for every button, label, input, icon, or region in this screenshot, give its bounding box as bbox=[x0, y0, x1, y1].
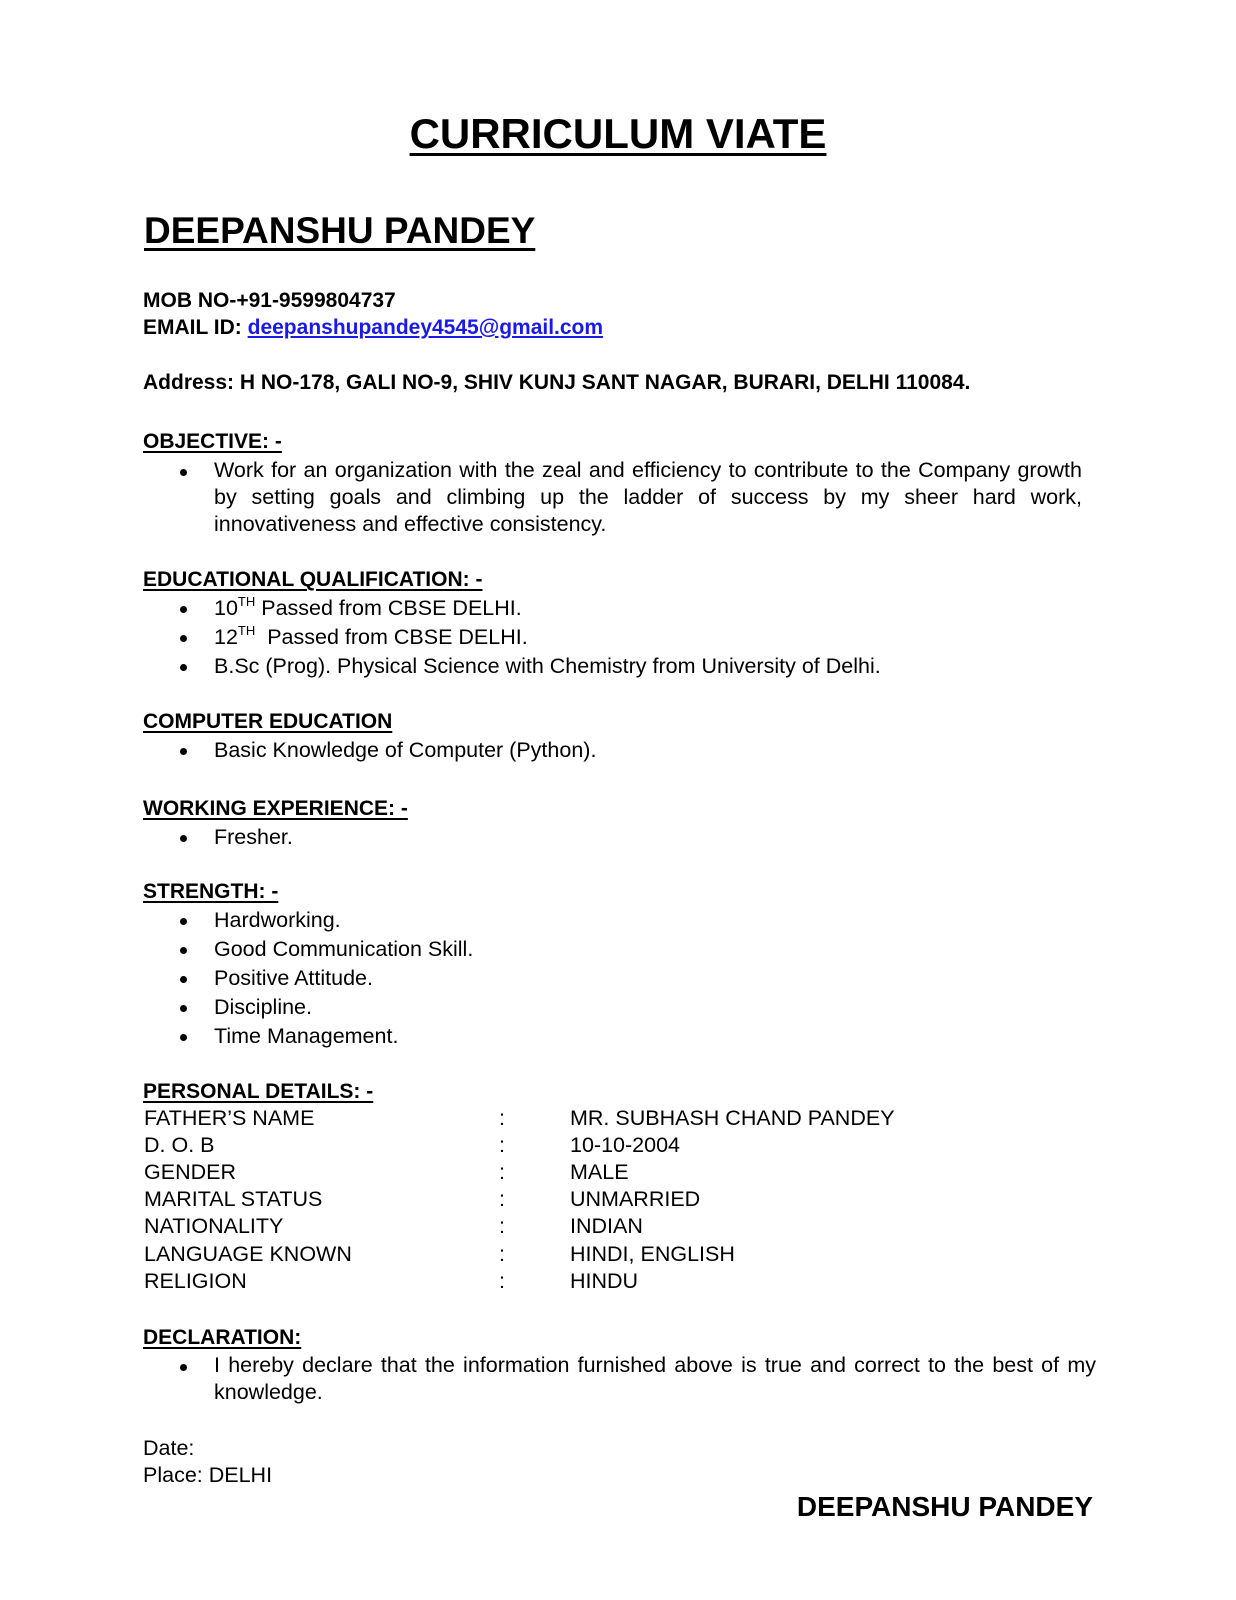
date-label: Date: bbox=[143, 1436, 195, 1460]
detail-label: GENDER bbox=[144, 1160, 236, 1184]
experience-text: Fresher. bbox=[214, 825, 293, 849]
email-line bbox=[143, 314, 603, 342]
bullet-icon bbox=[180, 1364, 187, 1371]
detail-label: D. O. B bbox=[144, 1133, 215, 1157]
detail-value: MR. SUBHASH CHAND PANDEY bbox=[570, 1106, 895, 1130]
email-label: EMAIL ID: bbox=[143, 316, 248, 339]
education-heading: EDUCATIONAL QUALIFICATION: - bbox=[143, 568, 483, 591]
detail-value: INDIAN bbox=[570, 1214, 643, 1238]
strength-text: Good Communication Skill. bbox=[214, 937, 474, 961]
detail-separator: : bbox=[499, 1133, 505, 1157]
bullet-icon bbox=[180, 1034, 187, 1041]
personal-details-heading: PERSONAL DETAILS: - bbox=[143, 1080, 374, 1103]
detail-value: MALE bbox=[570, 1160, 629, 1184]
detail-label: RELIGION bbox=[144, 1269, 247, 1293]
bullet-icon bbox=[180, 947, 187, 954]
place-label: Place: DELHI bbox=[143, 1463, 273, 1487]
objective-heading: OBJECTIVE: - bbox=[143, 430, 282, 453]
bullet-icon bbox=[180, 469, 187, 476]
bullet-icon bbox=[180, 635, 187, 642]
experience-heading: WORKING EXPERIENCE: - bbox=[143, 797, 408, 820]
signature-name: DEEPANSHU PANDEY bbox=[796, 1491, 1093, 1522]
detail-separator: : bbox=[499, 1187, 505, 1211]
bullet-icon bbox=[180, 1005, 187, 1012]
document-title-text: CURRICULUM VIATE bbox=[409, 110, 827, 157]
mobile-number: MOB NO-+91-9599804737 bbox=[143, 289, 396, 312]
email-link[interactable]: deepanshupandey4545@gmail.com bbox=[247, 316, 604, 339]
detail-value: HINDI, ENGLISH bbox=[570, 1242, 735, 1266]
education-text: Passed from CBSE DELHI. bbox=[255, 625, 528, 649]
detail-value: 10-10-2004 bbox=[570, 1133, 680, 1157]
detail-separator: : bbox=[499, 1242, 505, 1266]
document-title bbox=[0, 108, 1236, 160]
strength-text: Time Management. bbox=[214, 1024, 399, 1048]
detail-separator: : bbox=[499, 1106, 505, 1130]
ordinal-suffix: TH bbox=[237, 623, 256, 638]
strength-text: Positive Attitude. bbox=[214, 966, 373, 990]
strength-text: Hardworking. bbox=[214, 908, 341, 932]
class-number: 10 bbox=[214, 596, 238, 620]
bullet-icon bbox=[180, 664, 187, 671]
strength-text: Discipline. bbox=[214, 995, 312, 1019]
detail-separator: : bbox=[499, 1269, 505, 1293]
objective-text: Work for an organization with the zeal and efficiency to contribute to the Company growth by setting goals and climbing up the ladder of success by my sheer hard work, innovativeness and effective consistency. bbox=[214, 458, 1082, 536]
detail-label: NATIONALITY bbox=[144, 1214, 284, 1238]
declaration-text: I hereby declare that the information furnished above is true and correct to the best of my knowledge. bbox=[214, 1353, 1096, 1404]
detail-label: FATHER’S NAME bbox=[144, 1106, 315, 1130]
declaration-heading: DECLARATION: bbox=[143, 1326, 302, 1349]
bullet-icon bbox=[180, 918, 187, 925]
detail-separator: : bbox=[499, 1160, 505, 1184]
bullet-icon bbox=[180, 606, 187, 613]
bullet-icon bbox=[180, 976, 187, 983]
address: Address: H NO-178, GALI NO-9, SHIV KUNJ SANT NAGAR, BURARI, DELHI 110084. bbox=[143, 371, 971, 394]
bullet-icon bbox=[180, 835, 187, 842]
detail-value: HINDU bbox=[570, 1269, 639, 1293]
detail-separator: : bbox=[499, 1214, 505, 1238]
education-text: B.Sc (Prog). Physical Science with Chemistry from University of Delhi. bbox=[214, 654, 881, 678]
ordinal-suffix: TH bbox=[237, 594, 256, 609]
detail-label: MARITAL STATUS bbox=[144, 1187, 323, 1211]
bullet-icon bbox=[180, 748, 187, 755]
detail-value: UNMARRIED bbox=[570, 1187, 701, 1211]
computer-education-text: Basic Knowledge of Computer (Python). bbox=[214, 738, 597, 762]
strength-heading: STRENGTH: - bbox=[143, 880, 279, 903]
computer-education-heading: COMPUTER EDUCATION bbox=[143, 710, 393, 733]
class-number: 12 bbox=[214, 625, 238, 649]
education-text: Passed from CBSE DELHI. bbox=[255, 596, 522, 620]
candidate-name: DEEPANSHU PANDEY bbox=[144, 210, 536, 251]
detail-label: LANGUAGE KNOWN bbox=[144, 1242, 352, 1266]
